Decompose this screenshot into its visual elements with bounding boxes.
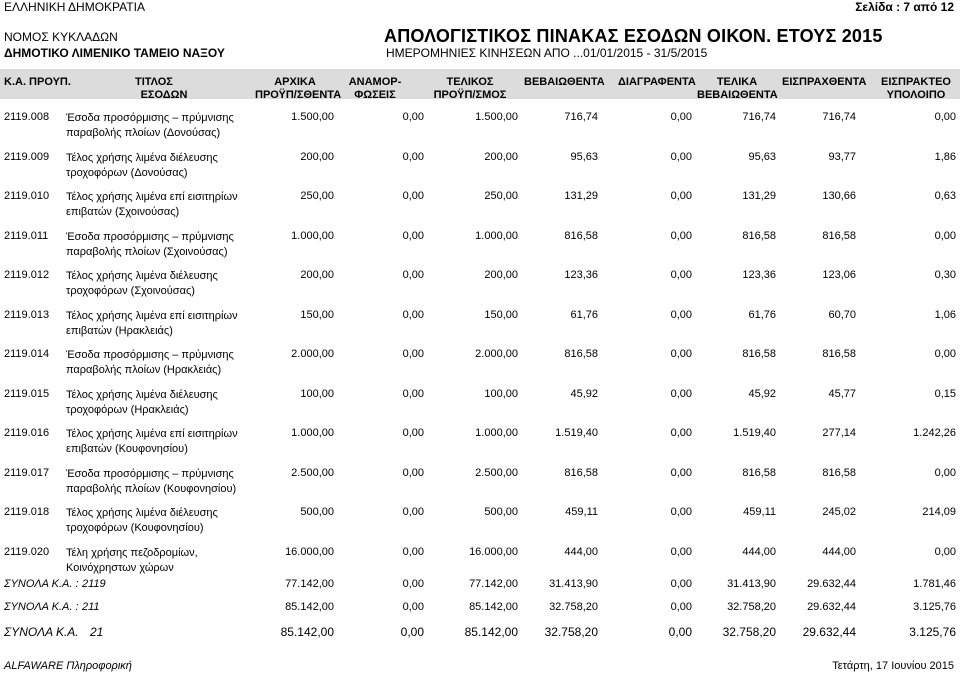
row-code: 2119.016 (4, 427, 50, 439)
row-final-cert: 816,58 (742, 466, 776, 479)
row-final-cert: 45,92 (748, 387, 776, 400)
totals-label: ΣΥΝΟΛΑ Κ.Α. (4, 625, 79, 639)
col-revenue-sub: ΕΣΟΔΩΝ (140, 89, 188, 101)
row-adj: 0,00 (402, 150, 424, 163)
row-deleted: 0,00 (670, 466, 692, 479)
totals-final: 85.142,00 (469, 601, 518, 613)
row-certified: 459,11 (565, 506, 598, 518)
row-certified: 816,58 (564, 229, 598, 242)
row-collected: 93,77 (828, 150, 856, 163)
row-deleted: 0,00 (670, 190, 692, 202)
col-collected: ΕΙΣΠΡΑΧΘΕΝΤΑ (782, 76, 867, 88)
row-deleted: 0,00 (670, 150, 692, 163)
totals-adj: 0,00 (400, 625, 424, 639)
print-date: Τετάρτη, 17 Ιουνίου 2015 (832, 660, 954, 672)
row-description: Τέλος χρήσης λιμένα επί εισιτηρίων επιβατών (Κουφονησίου) (66, 428, 238, 455)
row-deleted: 0,00 (670, 111, 692, 123)
row-deleted: 0,00 (670, 427, 692, 439)
row-deleted: 0,00 (670, 545, 692, 558)
row-collected: 444,00 (822, 545, 856, 558)
row-deleted: 0,00 (670, 269, 692, 281)
row-final-cert: 444,00 (742, 545, 776, 558)
row-adj: 0,00 (402, 348, 424, 360)
row-final-cert: 1.519,40 (733, 427, 776, 439)
row-remaining: 1.242,26 (913, 427, 956, 439)
row-final-cert: 716,74 (742, 111, 776, 123)
totals-row (0, 625, 960, 643)
row-certified: 816,58 (564, 348, 598, 360)
row-remaining: 0,15 (934, 387, 956, 400)
col-deleted: ΔΙΑΓΡΑΦΕΝΤΑ (618, 76, 696, 88)
col-final-line1: ΤΕΛΙΚΟΣ (446, 76, 494, 88)
totals-collected: 29.632,44 (807, 578, 856, 590)
row-initial: 100,00 (300, 387, 334, 400)
row-adj: 0,00 (402, 545, 424, 558)
row-remaining: 0,00 (934, 229, 956, 242)
totals-final: 77.142,00 (469, 578, 518, 590)
row-final: 100,00 (484, 387, 518, 400)
row-code: 2119.011 (4, 229, 49, 242)
row-certified: 716,74 (564, 111, 598, 123)
col-adj-line2: ΦΩΣΕΙΣ (354, 89, 396, 101)
row-final-cert: 816,58 (742, 229, 776, 242)
row-final: 200,00 (484, 269, 518, 281)
row-adj: 0,00 (402, 308, 424, 321)
totals-adj: 0,00 (402, 578, 424, 590)
row-collected: 245,02 (822, 506, 856, 518)
row-code: 2119.013 (4, 308, 50, 321)
totals-collected: 29.632,44 (807, 601, 856, 613)
row-certified: 45,92 (570, 387, 598, 400)
row-collected: 816,58 (822, 229, 856, 242)
col-remaining-line2: ΥΠΟΛΟΙΠΟ (886, 89, 946, 101)
totals-deleted: 0,00 (670, 601, 692, 613)
republic-label: ΕΛΛΗΝΙΚΗ ΔΗΜΟΚΡΑΤΙΑ (4, 0, 145, 14)
row-final-cert: 131,29 (742, 190, 776, 202)
row-remaining: 1,86 (934, 150, 956, 163)
row-deleted: 0,00 (670, 506, 692, 518)
fund-label: ΔΗΜΟΤΙΚΟ ΛΙΜΕΝΙΚΟ ΤΑΜΕΙΟ ΝΑΞΟΥ (4, 46, 225, 60)
row-final: 1.000,00 (475, 229, 518, 242)
row-final: 1.500,00 (475, 111, 518, 123)
totals-row (0, 578, 960, 596)
row-remaining: 1,06 (934, 308, 956, 321)
row-adj: 0,00 (402, 111, 424, 123)
table-row (0, 151, 960, 191)
col-final-budget (430, 76, 510, 102)
report-title: ΑΠΟΛΟΓΙΣΤΙΚΟΣ ΠΙΝΑΚΑΣ ΕΣΟΔΩΝ ΟΙΚΟΝ. ΕΤΟΥΣ 2015 (384, 26, 883, 46)
row-remaining: 0,30 (934, 269, 956, 281)
row-collected: 130,66 (822, 190, 856, 202)
totals-initial: 85.142,00 (280, 625, 334, 639)
row-certified: 131,29 (564, 190, 598, 202)
row-initial: 1.000,00 (291, 427, 334, 439)
row-description: Τέλος χρήσης λιμένα διέλευσης τροχοφόρων (Σχοινούσας) (66, 270, 218, 297)
row-adj: 0,00 (402, 427, 424, 439)
row-final: 2.500,00 (475, 466, 518, 479)
table-row (0, 427, 960, 467)
prefecture-label: ΝΟΜΟΣ ΚΥΚΛΑΔΩΝ (4, 30, 118, 44)
row-adj: 0,00 (402, 466, 424, 479)
table-row (0, 230, 960, 270)
col-adj-line1: ΑΝΑΜΟΡ- (348, 76, 402, 88)
row-certified: 123,36 (564, 269, 598, 281)
totals-row (0, 601, 960, 619)
row-adj: 0,00 (402, 269, 424, 281)
table-row (0, 111, 960, 151)
row-adj: 0,00 (402, 506, 424, 518)
col-certified: ΒΕΒΑΙΩΘΕΝΤΑ (524, 76, 605, 88)
row-description: Τέλος χρήσης λιμένα διέλευσης τροχοφόρων (Ηρακλειάς) (66, 388, 218, 416)
row-final: 16.000,00 (469, 545, 518, 558)
totals-remaining: 3.125,76 (913, 601, 956, 613)
totals-initial: 85.142,00 (285, 601, 334, 613)
col-remaining-line1: ΕΙΣΠΡΑΚΤΕΟ (881, 76, 951, 88)
row-deleted: 0,00 (670, 387, 692, 400)
table-row (0, 348, 960, 388)
totals-certified: 32.758,20 (544, 625, 598, 639)
row-remaining: 0,00 (934, 466, 956, 479)
row-initial: 200,00 (300, 269, 334, 281)
row-adj: 0,00 (402, 229, 424, 242)
col-final-certified (697, 76, 777, 102)
row-description: Έσοδα προσόρμισης – πρύμνισης παραβολής πλοίων (Κουφονησίου) (66, 467, 237, 495)
row-remaining: 0,00 (934, 348, 956, 360)
row-final-cert: 61,76 (748, 308, 776, 321)
row-code: 2119.017 (4, 466, 50, 479)
totals-remaining: 1.781,46 (913, 578, 956, 590)
col-final-cert-line2: ΒΕΒΑΙΩΘΕΝΤΑ (697, 89, 778, 101)
totals-code: 211 (82, 601, 100, 613)
col-final-line2: ΠΡΟΫΠ/ΣΜΟΣ (433, 89, 507, 101)
row-initial: 200,00 (300, 150, 334, 163)
row-code: 2119.012 (4, 269, 50, 281)
col-remaining (876, 76, 956, 102)
row-description: Τέλος χρήσης λιμένα διέλευσης τροχοφόρων (Κουφονησίου) (66, 507, 218, 534)
row-final-cert: 459,11 (743, 506, 776, 518)
row-adj: 0,00 (402, 387, 424, 400)
totals-label: ΣΥΝΟΛΑ Κ.Α. : (4, 578, 79, 590)
totals-deleted: 0,00 (670, 578, 692, 590)
row-initial: 16.000,00 (285, 545, 334, 558)
totals-code: 2119 (82, 578, 106, 590)
row-final: 500,00 (484, 506, 518, 518)
col-adjustments (340, 76, 410, 102)
row-final: 1.000,00 (475, 427, 518, 439)
totals-certified: 32.758,20 (549, 601, 598, 613)
row-certified: 816,58 (564, 466, 598, 479)
col-initial-line2: ΠΡΟΫΠ/ΣΘΕΝΤΑ (255, 89, 342, 101)
col-initial-line1: ΑΡΧΙΚΑ (274, 76, 316, 88)
totals-initial: 77.142,00 (285, 578, 334, 590)
page-indicator: Σελίδα : 7 από 12 (855, 0, 954, 14)
row-remaining: 0,00 (934, 111, 956, 123)
totals-final-cert: 32.758,20 (727, 601, 776, 613)
row-certified: 444,00 (564, 545, 598, 558)
col-initial (255, 76, 342, 102)
row-initial: 500,00 (300, 506, 334, 518)
totals-code: 21 (90, 625, 104, 639)
row-description: Τέλος χρήσης λιμένα επί εισιτηρίων επιβατών (Ηρακλειάς) (66, 309, 238, 337)
row-code: 2119.020 (4, 545, 50, 558)
totals-remaining: 3.125,76 (909, 625, 956, 639)
totals-final: 85.142,00 (464, 625, 518, 639)
row-final: 250,00 (484, 190, 518, 202)
row-initial: 2.500,00 (291, 466, 334, 479)
row-collected: 123,06 (822, 269, 856, 281)
row-code: 2119.015 (4, 387, 50, 400)
row-initial: 250,00 (300, 190, 334, 202)
table-row (0, 467, 960, 507)
row-description: Τέλος χρήσης λιμένα διέλευσης τροχοφόρων (Δονούσας) (66, 151, 218, 179)
row-final-cert: 123,36 (742, 269, 776, 281)
row-final-cert: 95,63 (748, 150, 776, 163)
vendor-label: ALFAWARE Πληροφορική (4, 660, 132, 672)
row-remaining: 0,00 (934, 545, 956, 558)
table-row (0, 190, 960, 230)
row-remaining: 214,09 (922, 506, 956, 518)
date-range: ΗΜΕΡΟΜΗΝΙΕΣ ΚΙΝΗΣΕΩΝ ΑΠΟ ...01/01/2015 - 31/5/2015 (386, 46, 708, 60)
row-final: 150,00 (484, 308, 518, 321)
row-initial: 2.000,00 (291, 348, 334, 360)
row-description: Έσοδα προσόρμισης – πρύμνισης παραβολής πλοίων (Σχοινούσας) (66, 230, 234, 258)
row-collected: 60,70 (828, 308, 856, 321)
row-description: Έσοδα προσόρμισης – πρύμνισης παραβολής πλοίων (Ηρακλειάς) (66, 349, 234, 376)
row-description: Τέλη χρήσης πεζοδρομίων, Κοινόχρηστων χώρων (66, 546, 198, 574)
row-initial: 150,00 (300, 308, 334, 321)
totals-collected: 29.632,44 (802, 625, 856, 639)
col-code: Κ.Α. ΠΡΟΥΠ. (4, 76, 71, 88)
row-collected: 45,77 (828, 387, 856, 400)
table-row (0, 388, 960, 428)
row-code: 2119.014 (4, 348, 50, 360)
row-final: 2.000,00 (475, 348, 518, 360)
totals-certified: 31.413,90 (549, 578, 598, 590)
row-initial: 1.000,00 (291, 229, 334, 242)
row-final-cert: 816,58 (742, 348, 776, 360)
table-row (0, 309, 960, 349)
totals-final-cert: 31.413,90 (727, 578, 776, 590)
totals-label: ΣΥΝΟΛΑ Κ.Α. : (4, 601, 79, 613)
row-remaining: 0,63 (934, 190, 956, 202)
row-deleted: 0,00 (670, 308, 692, 321)
row-code: 2119.010 (4, 190, 50, 202)
table-row (0, 506, 960, 546)
row-code: 2119.009 (4, 150, 50, 163)
row-adj: 0,00 (402, 190, 424, 202)
row-deleted: 0,00 (670, 348, 692, 360)
row-code: 2119.018 (4, 506, 50, 518)
row-code: 2119.008 (4, 111, 50, 123)
row-certified: 61,76 (570, 308, 598, 321)
row-collected: 277,14 (822, 427, 856, 439)
row-collected: 816,58 (822, 348, 856, 360)
table-row (0, 269, 960, 309)
row-collected: 816,58 (822, 466, 856, 479)
row-description: Έσοδα προσόρμισης – πρύμνισης παραβολής πλοίων (Δονούσας) (66, 112, 234, 139)
col-title: ΤΙΤΛΟΣ (135, 76, 173, 88)
totals-final-cert: 32.758,20 (722, 625, 776, 639)
row-deleted: 0,00 (670, 229, 692, 242)
totals-deleted: 0,00 (668, 625, 692, 639)
col-final-cert-line1: ΤΕΛΙΚΑ (716, 76, 758, 88)
row-initial: 1.500,00 (291, 111, 334, 123)
row-certified: 95,63 (570, 150, 598, 163)
row-certified: 1.519,40 (555, 427, 598, 439)
totals-adj: 0,00 (402, 601, 424, 613)
row-collected: 716,74 (822, 111, 856, 123)
row-description: Τέλος χρήσης λιμένα επί εισιτηρίων επιβατών (Σχοινούσας) (66, 191, 238, 218)
row-final: 200,00 (484, 150, 518, 163)
